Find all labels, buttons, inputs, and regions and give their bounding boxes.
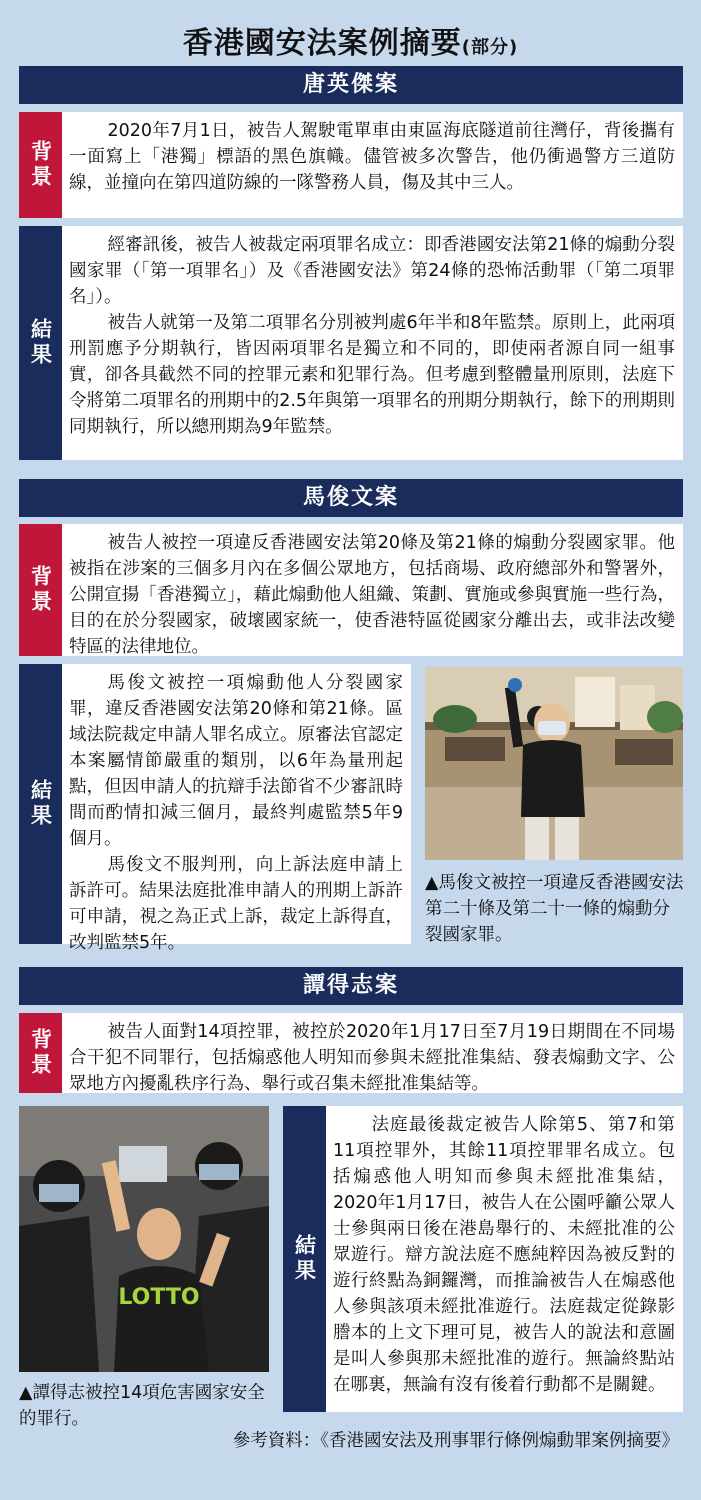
case2-background-section bbox=[19, 524, 683, 656]
case1-banner: 唐英傑案 bbox=[19, 66, 683, 104]
case1-result-text bbox=[69, 226, 675, 460]
case1-result-para-1: 經審訊後，被告人被裁定兩項罪名成立：即香港國安法第21條的煽動分裂國家罪（「第一項罪名」）及《香港國安法》第24條的恐怖活動罪（「第二項罪名」）。 bbox=[69, 235, 675, 307]
case2-result-tag: 結果 bbox=[19, 664, 62, 944]
case3-result-section bbox=[283, 1106, 683, 1412]
case2-photo-illustration bbox=[425, 667, 683, 860]
case3-result-text bbox=[333, 1106, 675, 1412]
case2-background-text bbox=[69, 524, 675, 656]
case3-result-tag: 結果 bbox=[283, 1106, 326, 1412]
reference-source: 參考資料：《香港國安法及刑事罪行條例煽動罪案例摘要》 bbox=[232, 1431, 679, 1451]
case3-photo bbox=[19, 1106, 269, 1372]
case3-background-tag: 背景 bbox=[19, 1013, 62, 1093]
case1-result-section bbox=[19, 226, 683, 460]
case2-background-para: 被告人被控一項違反香港國安法第20條及第21條的煽動分裂國家罪。他被指在涉案的三個多月內在多個公眾地方，包括商場、政府總部外和警署外，公開宣揚「香港獨立」，藉此煽動他人組織、策劃、實施或參與實施一些行為，目的在於分裂國家，破壞國家統一，使香港特區從國家分離出去，或非法改變特區的法律地位。 bbox=[69, 533, 675, 657]
case1-background-para: 2020年7月1日，被告人駕駛電單車由東區海底隧道前往灣仔，背後攜有一面寫上「港獨」標語的黑色旗幟。儘管被多次警告，他仍衝過警方三道防線，並撞向在第四道防線的一隊警務人員，傷及其中三人。 bbox=[69, 121, 675, 193]
case3-background-section bbox=[19, 1013, 683, 1093]
case1-background-text bbox=[69, 112, 675, 218]
case3-result-para: 法庭最後裁定被告人除第5、第7和第11項控罪外，其餘11項控罪罪名成立。包括煽惑他人明知而參與未經批准集結，2020年1月17日，被告人在公園呼籲公眾人士參與兩日後在港島舉行的、未經批准的公眾遊行。辯方說法庭不應純粹因為被反對的遊行終點為銅鑼灣，而推論被告人在煽惑他人參與該項未經批准遊行。法庭裁定從錄影謄本的上文下理可見，被告人的說法和意圖是叫人參與那未經批准的遊行。無論終點站在哪裏，無論有沒有後着行動都不是關鍵。 bbox=[333, 1115, 675, 1395]
case2-banner: 馬俊文案 bbox=[19, 479, 683, 517]
case2-result-para-1: 馬俊文被控一項煽動他人分裂國家罪，違反香港國安法第20條和第21條。區域法院裁定申請人罪名成立。原審法官認定本案屬情節嚴重的類別，以6年為量刑起點，但因申請人的抗辯手法節省不少審訊時間而酌情扣減三個月，最終判處監禁5年9個月。 bbox=[69, 673, 403, 849]
case3-photo-illustration bbox=[19, 1106, 269, 1372]
case2-result-section bbox=[19, 664, 411, 953]
case2-result-text bbox=[69, 664, 403, 953]
case1-result-tag: 結果 bbox=[19, 226, 62, 460]
title-main: 香港國安法案例摘要 bbox=[182, 26, 462, 61]
case3-photo-caption: ▲譚得志被控14項危害國家安全的罪行。 bbox=[19, 1383, 265, 1429]
case2-background-tag: 背景 bbox=[19, 524, 62, 656]
page-title bbox=[0, 18, 701, 61]
case3-background-text bbox=[69, 1013, 675, 1093]
case1-background-tag: 背景 bbox=[19, 112, 62, 218]
case1-result-para-2: 被告人就第一及第二項罪名分別被判處6年半和8年監禁。原則上，此兩項刑罰應予分期執行，皆因兩項罪名是獨立和不同的，即使兩者源自同一組事實，卻各具截然不同的控罪元素和犯罪行為。但考慮到整體量刑原則，法庭下令將第二項罪名的刑期中的2.5年與第一項罪名的刑期分期執行，餘下的刑期則同期執行，所以總刑期為9年監禁。 bbox=[69, 313, 675, 437]
case2-result-para-2: 馬俊文不服判刑，向上訴法庭申請上訴許可。結果法庭批准申請人的刑期上訴許可申請，視之為正式上訴，裁定上訴得直，改判監禁5年。 bbox=[69, 855, 403, 953]
title-sub: (部分) bbox=[461, 37, 519, 58]
case2-photo-caption: ▲馬俊文被控一項違反香港國安法第二十條及第二十一條的煽動分裂國家罪。 bbox=[425, 873, 684, 945]
case1-background-section bbox=[19, 112, 683, 218]
case3-background-para: 被告人面對14項控罪，被控於2020年1月17日至7月19日期間在不同場合干犯不同罪行，包括煽惑他人明知而參與未經批准集結、發表煽動文字、公眾地方內擾亂秩序行為、舉行或召集未經批准集結等。 bbox=[69, 1022, 675, 1094]
case3-banner: 譚得志案 bbox=[19, 967, 683, 1005]
case2-photo bbox=[425, 667, 683, 860]
shirt-text: LOTTO bbox=[118, 1285, 200, 1310]
